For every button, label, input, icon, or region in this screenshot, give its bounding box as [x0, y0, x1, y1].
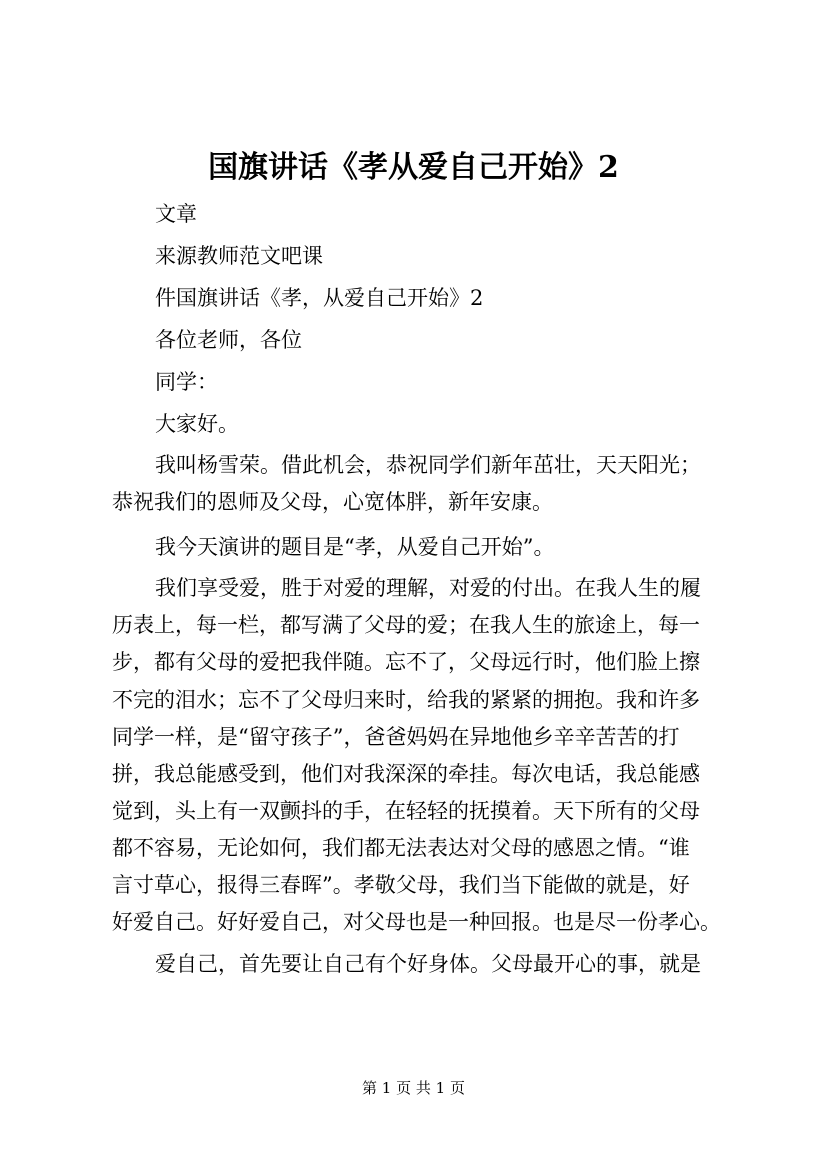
text-line: 步，都有父母的爱把我伴随。忘不了，父母远行时，他们脸上擦: [112, 650, 700, 674]
text-line: 好爱自己。好好爱自己，对父母也是一种回报。也是尽一份孝心。: [112, 910, 721, 934]
text-line: 我叫杨雪荣。借此机会，恭祝同学们新年茁壮，天天阳光；: [155, 453, 701, 477]
page-number-footer: 第 1 页 共 1 页: [362, 1079, 465, 1097]
text-line: 爱自己，首先要让自己有个好身体。父母最开心的事，就是: [155, 952, 701, 976]
text-line: 觉到，头上有一双颤抖的手，在轻轻的抚摸着。天下所有的父母: [112, 799, 700, 823]
text-line: 不完的泪水；忘不了父母归来时，给我的紧紧的拥抱。我和许多: [112, 688, 700, 712]
text-line: 文章: [155, 202, 197, 226]
text-line: 历表上，每一栏，都写满了父母的爱；在我人生的旅途上，每一: [112, 613, 700, 637]
text-line: 各位老师，各位: [155, 328, 302, 352]
text-line: 大家好。: [155, 412, 239, 436]
text-line: 同学一样，是“留守孩子”，爸爸妈妈在异地他乡辛辛苦苦的打: [112, 725, 680, 749]
text-line: 我今天演讲的题目是“孝，从爱自己开始”。: [155, 535, 555, 559]
document-title: 国旗讲话《孝从爱自己开始》2: [208, 150, 619, 185]
text-line: 我们享受爱，胜于对爱的理解，对爱的付出。在我人生的履: [155, 576, 701, 600]
text-line: 都不容易，无论如何，我们都无法表达对父母的感恩之情。“谁: [112, 836, 690, 860]
text-line: 言寸草心，报得三春晖”。孝敬父母，我们当下能做的就是，好: [112, 873, 690, 897]
text-line: 同学：: [155, 370, 218, 394]
text-line: 件国旗讲话《孝，从爱自己开始》2: [155, 286, 484, 310]
text-line: 来源教师范文吧课: [155, 244, 323, 268]
text-line: 恭祝我们的恩师及父母，心宽体胖，新年安康。: [112, 490, 553, 514]
text-line: 拼，我总能感受到，他们对我深深的牵挂。每次电话，我总能感: [112, 762, 700, 786]
